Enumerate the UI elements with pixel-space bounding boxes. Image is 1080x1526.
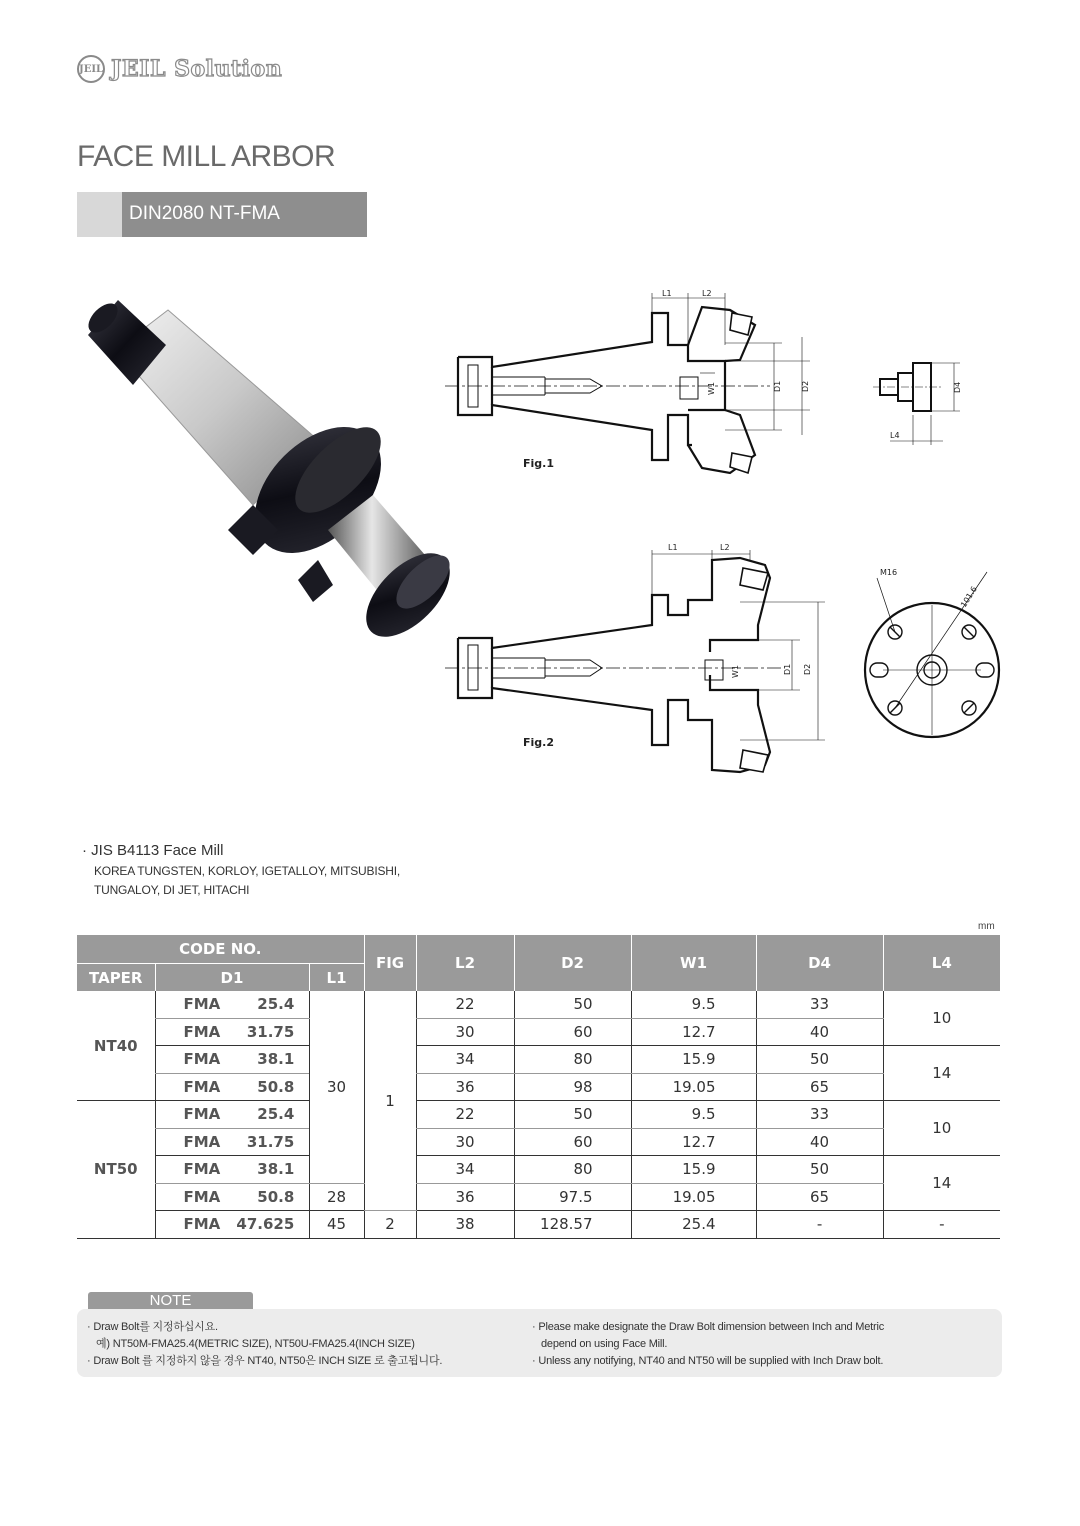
table-row — [77, 1211, 1000, 1239]
d1-cell — [155, 1183, 309, 1211]
table-row — [77, 991, 1000, 1018]
svg-text:D4: D4 — [953, 381, 962, 393]
d4-cell: - — [756, 1211, 883, 1239]
l2-cell: 22 — [416, 991, 514, 1018]
spec-heading: · JIS B4113 Face Mill — [82, 842, 224, 859]
figure-2-drawing — [440, 540, 840, 775]
d1-value: 50.8 — [257, 1077, 295, 1096]
d4-cell: 40 — [756, 1018, 883, 1046]
compatibility-spec — [82, 842, 400, 897]
d1-cell — [155, 1128, 309, 1156]
svg-text:D1: D1 — [783, 663, 792, 675]
note-left — [87, 1319, 442, 1370]
d4-cell: 33 — [756, 1101, 883, 1129]
l4-cell: - — [883, 1211, 1000, 1239]
d2-cell: 60 — [514, 1128, 631, 1156]
l2-cell: 38 — [416, 1211, 514, 1239]
note-left-line-2: 예) NT50M-FMA25.4(METRIC SIZE), NT50U-FMA25.4(INCH SIZE) — [96, 1338, 415, 1350]
l1-cell: 30 — [309, 991, 364, 1183]
l2-cell: 34 — [416, 1156, 514, 1184]
header-l1: L1 — [309, 964, 364, 992]
spec-makers-line-2: TUNGALOY, DI JET, HITACHI — [94, 883, 250, 897]
d1-cell — [155, 1101, 309, 1129]
d1-cell — [155, 1018, 309, 1046]
d2-cell: 60 — [514, 1018, 631, 1046]
d2-cell: 98 — [514, 1073, 631, 1101]
note-left-line-3: · Draw Bolt 를 지정하지 않을 경우 NT40, NT50은 INCH SIZE 로 출고됩니다. — [87, 1355, 443, 1367]
svg-text:W1: W1 — [707, 382, 716, 395]
svg-text:L1: L1 — [662, 289, 672, 298]
d1-cell — [155, 1073, 309, 1101]
l2-cell: 36 — [416, 1183, 514, 1211]
d1-prefix: FMA — [183, 1132, 221, 1151]
figure-2-front-view — [855, 560, 1005, 745]
d1-prefix: FMA — [183, 1187, 221, 1206]
note-tab: NOTE — [88, 1292, 253, 1310]
d1-value: 25.4 — [257, 1105, 295, 1124]
w1-cell: 15.9 — [631, 1046, 756, 1074]
d1-cell — [155, 1156, 309, 1184]
d4-cell: 65 — [756, 1073, 883, 1101]
d1-prefix: FMA — [183, 1215, 221, 1234]
fig-cell: 2 — [364, 1211, 416, 1239]
d4-cell: 33 — [756, 991, 883, 1018]
table-row — [77, 1128, 1000, 1156]
d4-cell: 65 — [756, 1183, 883, 1211]
table-row — [77, 1101, 1000, 1129]
l4-cell: 10 — [883, 1101, 1000, 1156]
l2-cell: 34 — [416, 1046, 514, 1074]
d4-cell: 50 — [756, 1156, 883, 1184]
d1-prefix: FMA — [183, 1050, 221, 1069]
w1-cell: 15.9 — [631, 1156, 756, 1184]
brand-name: JEIL Solution — [111, 56, 283, 82]
d1-prefix: FMA — [183, 1022, 221, 1041]
d1-prefix: FMA — [183, 1077, 221, 1096]
d1-value: 25.4 — [257, 995, 295, 1014]
spec-makers-line-1: KOREA TUNGSTEN, KORLOY, IGETALLOY, MITSUBISHI, — [94, 864, 400, 878]
header-code-no: CODE NO. — [77, 935, 364, 964]
header-d1: D1 — [155, 964, 309, 992]
d1-prefix: FMA — [183, 1105, 221, 1124]
brand-logo — [77, 53, 282, 85]
d2-cell: 50 — [514, 991, 631, 1018]
subtitle-text: DIN2080 NT-FMA — [129, 203, 280, 224]
draw-bolt-drawing — [868, 355, 978, 450]
svg-text:L2: L2 — [702, 289, 712, 298]
svg-text:W1: W1 — [731, 665, 740, 678]
fig-cell: 1 — [364, 991, 416, 1211]
l2-cell: 22 — [416, 1101, 514, 1129]
d1-value: 50.8 — [257, 1187, 295, 1206]
svg-text:L4: L4 — [890, 431, 900, 440]
figure-2-label: Fig.2 — [523, 736, 554, 749]
w1-cell: 19.05 — [631, 1073, 756, 1101]
header-l2: L2 — [416, 935, 514, 991]
figure-1-drawing — [440, 285, 840, 480]
d2-cell: 128.57 — [514, 1211, 631, 1239]
l4-cell: 10 — [883, 991, 1000, 1046]
w1-cell: 9.5 — [631, 1101, 756, 1129]
taper-cell: NT50 — [77, 1101, 155, 1239]
l2-cell: 30 — [416, 1128, 514, 1156]
d1-value: 31.75 — [246, 1022, 295, 1041]
table-row — [77, 1018, 1000, 1046]
d2-cell: 97.5 — [514, 1183, 631, 1211]
table-row — [77, 1073, 1000, 1101]
d1-prefix: FMA — [183, 995, 221, 1014]
subtitle-accent — [77, 192, 122, 237]
d4-cell: 50 — [756, 1046, 883, 1074]
d1-cell — [155, 991, 309, 1018]
d4-cell: 40 — [756, 1128, 883, 1156]
w1-cell: 25.4 — [631, 1211, 756, 1239]
product-photo — [78, 290, 468, 660]
taper-cell: NT40 — [77, 991, 155, 1101]
d1-value: 38.1 — [257, 1050, 295, 1069]
d2-cell: 50 — [514, 1101, 631, 1129]
svg-text:101.6: 101.6 — [959, 584, 979, 610]
note-right-line-3: · Unless any notifying, NT40 and NT50 will be supplied with Inch Draw bolt. — [532, 1355, 884, 1367]
header-taper: TAPER — [77, 964, 155, 992]
note-box — [77, 1309, 1002, 1377]
svg-text:L2: L2 — [720, 543, 730, 552]
table-row — [77, 1046, 1000, 1074]
header-w1: W1 — [631, 935, 756, 991]
page-title: FACE MILL ARBOR — [77, 140, 336, 173]
d2-cell: 80 — [514, 1156, 631, 1184]
svg-text:D2: D2 — [803, 663, 812, 675]
svg-text:M16: M16 — [880, 568, 898, 577]
d1-value: 47.625 — [236, 1215, 295, 1234]
logo-mark-icon: JEIL — [77, 55, 105, 83]
header-d4: D4 — [756, 935, 883, 991]
note-right — [532, 1319, 884, 1370]
table-row — [77, 1156, 1000, 1184]
table-row — [77, 1183, 1000, 1211]
note-right-line-1: · Please make designate the Draw Bolt dimension between Inch and Metric — [532, 1321, 885, 1333]
note-right-line-2: depend on using Face Mill. — [541, 1338, 668, 1350]
d1-cell — [155, 1211, 309, 1239]
subtitle-bar — [77, 192, 367, 237]
header-d2: D2 — [514, 935, 631, 991]
d1-value: 31.75 — [246, 1132, 295, 1151]
svg-text:D2: D2 — [801, 380, 810, 392]
l4-cell: 14 — [883, 1046, 1000, 1101]
l1-cell: 45 — [309, 1211, 364, 1239]
spec-table — [77, 935, 1000, 1239]
svg-text:D1: D1 — [773, 380, 782, 392]
d1-prefix: FMA — [183, 1160, 221, 1179]
d2-cell: 80 — [514, 1046, 631, 1074]
svg-text:L1: L1 — [668, 543, 678, 552]
d1-value: 38.1 — [257, 1160, 295, 1179]
l2-cell: 36 — [416, 1073, 514, 1101]
l4-cell: 14 — [883, 1156, 1000, 1211]
figure-1-label: Fig.1 — [523, 457, 554, 470]
unit-label: mm — [978, 921, 995, 932]
w1-cell: 12.7 — [631, 1018, 756, 1046]
d1-cell — [155, 1046, 309, 1074]
l2-cell: 30 — [416, 1018, 514, 1046]
note-left-line-1: · Draw Bolt를 지정하십시요. — [87, 1321, 218, 1333]
w1-cell: 19.05 — [631, 1183, 756, 1211]
l1-cell: 28 — [309, 1183, 364, 1211]
header-fig: FIG — [364, 935, 416, 991]
w1-cell: 9.5 — [631, 991, 756, 1018]
header-l4: L4 — [883, 935, 1000, 991]
w1-cell: 12.7 — [631, 1128, 756, 1156]
